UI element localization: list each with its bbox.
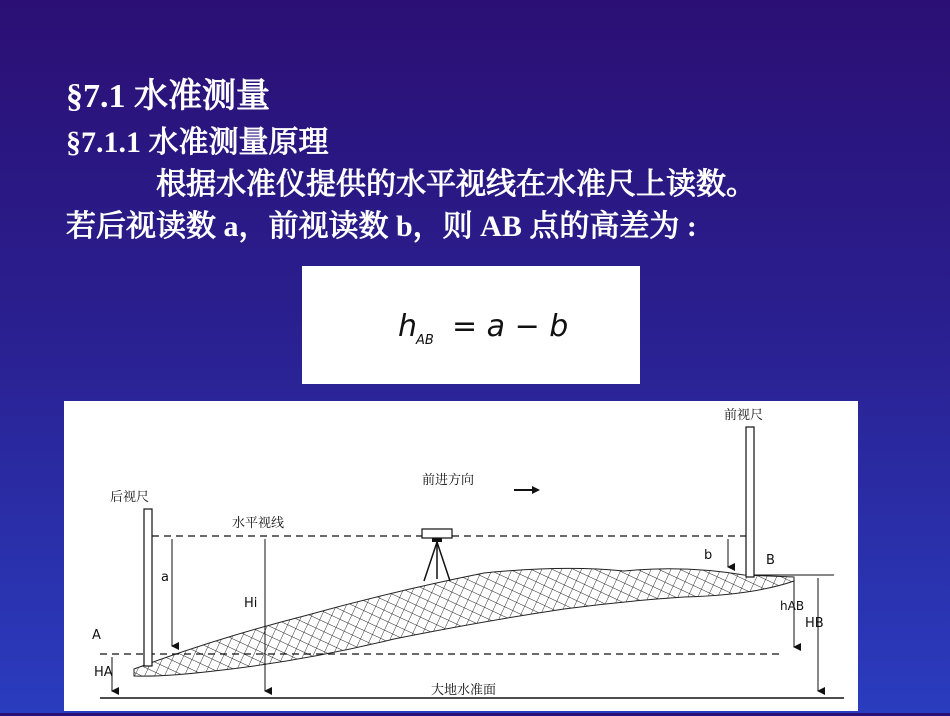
body-line-1: 根据水准仪提供的水平视线在水准尺上读数。 — [156, 168, 756, 201]
direction-label: 前进方向 — [422, 473, 475, 488]
slide-title: §7.1 水准测量 — [66, 78, 270, 115]
hab-label: hAB — [780, 599, 805, 613]
formula-rhs: = a − b — [452, 309, 569, 344]
terrain — [134, 568, 794, 676]
point-a-label: A — [92, 628, 101, 643]
back-staff — [144, 509, 152, 666]
front-staff — [746, 427, 754, 577]
reading-b-label: b — [704, 548, 713, 563]
hb-label: HB — [805, 616, 824, 631]
direction-arrowhead — [532, 486, 540, 494]
leveling-diagram — [64, 401, 858, 711]
point-b-label: B — [766, 553, 775, 568]
formula-box — [302, 266, 640, 384]
sight-line-label: 水平视线 — [232, 516, 285, 531]
front-staff-label: 前视尺 — [724, 408, 764, 423]
slide-text — [66, 72, 926, 248]
back-staff-label: 后视尺 — [110, 490, 150, 505]
diagram-svg — [64, 401, 858, 711]
body-line-2: 若后视读数 a，前视读数 b，则 AB 点的高差为 : — [66, 210, 697, 243]
ha-label: HA — [94, 665, 113, 680]
formula-lhs: h — [398, 309, 418, 344]
datum-label: 大地水准面 — [431, 683, 497, 698]
formula-subscript: AB — [416, 333, 434, 348]
formula-svg — [302, 266, 640, 384]
slide-subtitle: §7.1.1 水准测量原理 — [66, 126, 329, 159]
reading-a-label: a — [161, 570, 169, 585]
level-instrument — [422, 529, 452, 581]
hi-label: Hi — [244, 596, 258, 611]
